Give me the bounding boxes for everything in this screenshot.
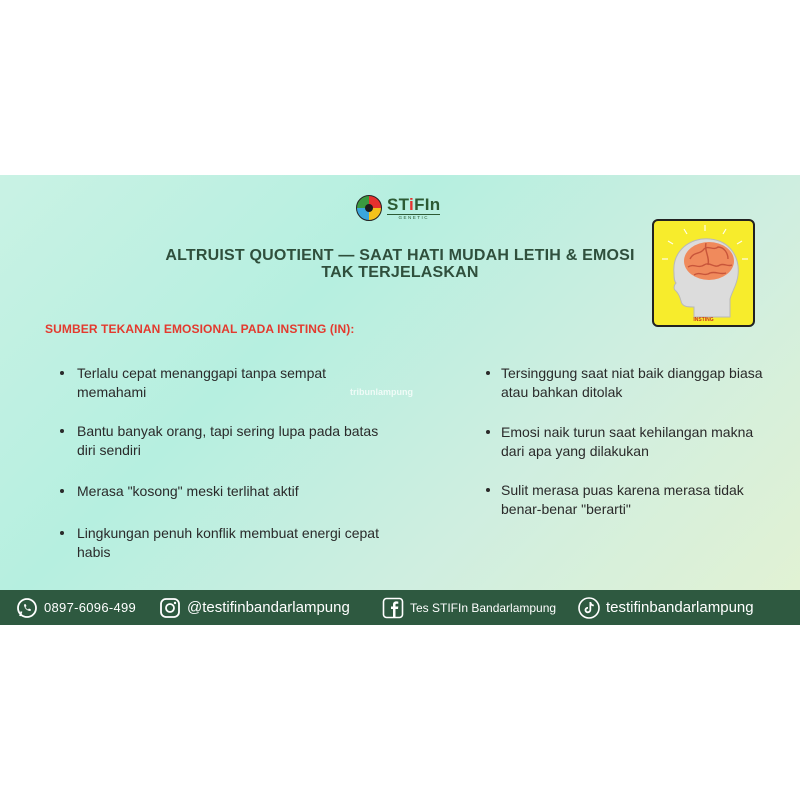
facebook-contact[interactable] <box>382 597 556 619</box>
tiktok-handle: testifinbandarlampung <box>606 599 754 616</box>
page-title: ALTRUIST QUOTIENT — SAAT HATI MUDAH LETIH & EMOSI TAK TERJELASKAN <box>165 247 635 281</box>
logo-subtitle: GENETIC <box>387 214 440 221</box>
list-item: Emosi naik turun saat kehilangan makna dari apa yang dilakukan <box>486 423 776 461</box>
list-item: Terlalu cepat menanggapi tanpa sempat memahami <box>60 364 390 402</box>
instagram-handle: @testifinbandarlampung <box>187 599 350 616</box>
list-item: Sulit merasa puas karena merasa tidak benar-benar "berarti" <box>486 481 776 519</box>
instagram-contact[interactable] <box>159 597 350 619</box>
right-bullet-list <box>486 364 776 519</box>
facebook-icon <box>382 597 404 619</box>
whatsapp-number: 0897-6096-499 <box>44 600 137 615</box>
left-bullet-list <box>60 364 390 562</box>
instagram-icon <box>159 597 181 619</box>
insting-brain-illustration <box>652 219 755 327</box>
list-item: Lingkungan penuh konflik membuat energi cepat habis <box>60 524 390 562</box>
whatsapp-contact[interactable] <box>16 597 136 619</box>
facebook-page: Tes STIFIn Bandarlampung <box>410 600 557 615</box>
stifin-logo-mark-icon <box>356 195 382 221</box>
list-item: Bantu banyak orang, tapi sering lupa pada batas diri sendiri <box>60 422 390 460</box>
whatsapp-icon <box>16 597 38 619</box>
list-item: Tersinggung saat niat baik dianggap biasa atau bahkan ditolak <box>486 364 776 402</box>
logo-wordmark: STiFIn <box>387 194 441 214</box>
contact-footer <box>0 590 800 625</box>
stifin-logo <box>356 195 440 221</box>
banner <box>0 175 800 625</box>
list-item: Merasa "kosong" meski terlihat aktif <box>60 482 390 501</box>
tiktok-contact[interactable] <box>578 597 754 619</box>
tiktok-icon <box>578 597 600 619</box>
insting-label: INSTING <box>693 317 714 323</box>
head-brain-icon <box>654 221 755 327</box>
watermark: tribunlampung <box>350 387 413 397</box>
section-heading: SUMBER TEKANAN EMOSIONAL PADA INSTING (IN): <box>45 322 355 336</box>
